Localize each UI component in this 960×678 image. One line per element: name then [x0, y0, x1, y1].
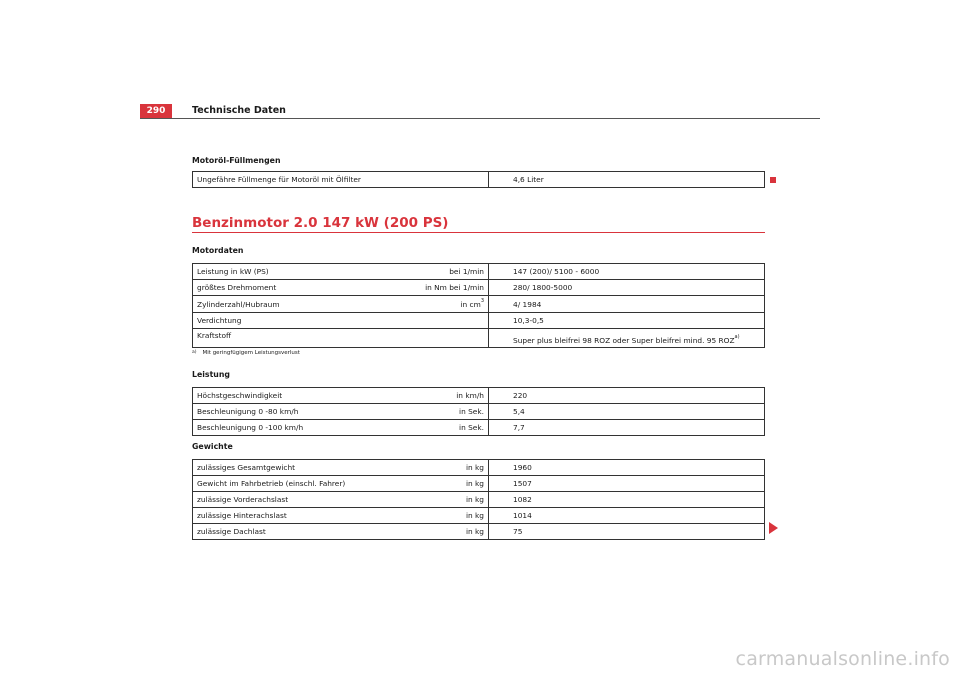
spec-value: 10,3-0,5 — [489, 313, 765, 329]
weights-table — [192, 459, 765, 540]
spec-label: zulässige Vorderachslast — [193, 492, 383, 508]
header-rule — [140, 118, 820, 119]
table-row — [193, 264, 765, 280]
spec-value: 4/ 1984 — [489, 296, 765, 313]
table-row — [193, 460, 765, 476]
spec-value: 75 — [489, 524, 765, 540]
watermark: carmanualsonline.info — [735, 648, 950, 670]
spec-value: 1507 — [489, 476, 765, 492]
spec-value: 1960 — [489, 460, 765, 476]
spec-label: zulässige Dachlast — [193, 524, 383, 540]
spec-unit: in kg — [383, 492, 489, 508]
running-title: Technische Daten — [192, 105, 286, 116]
performance-table — [192, 387, 765, 436]
table-row — [193, 172, 765, 188]
continue-arrow-icon — [769, 522, 778, 534]
spec-value: 1014 — [489, 508, 765, 524]
spec-unit: in kg — [383, 460, 489, 476]
spec-unit: in Sek. — [383, 404, 489, 420]
spec-label: Beschleunigung 0 -80 km/h — [193, 404, 383, 420]
spec-label: Kraftstoff — [193, 329, 383, 348]
performance-heading: Leistung — [192, 370, 230, 379]
spec-unit: in Nm bei 1/min — [383, 280, 489, 296]
engine-heading: Motordaten — [192, 246, 244, 255]
page-number: 290 — [140, 104, 172, 118]
spec-label: zulässiges Gesamtgewicht — [193, 460, 383, 476]
spec-unit — [383, 296, 489, 313]
table-row — [193, 524, 765, 540]
spec-label: Verdichtung — [193, 313, 383, 329]
spec-value — [489, 329, 765, 348]
footnote-text: Mit geringfügigem Leistungsverlust — [202, 350, 300, 356]
footnote-mark: a) — [192, 350, 197, 355]
table-row — [193, 404, 765, 420]
spec-unit: in kg — [383, 524, 489, 540]
table-row — [193, 280, 765, 296]
spec-unit: in Sek. — [383, 420, 489, 436]
section-end-marker — [770, 177, 776, 183]
spec-unit: in kg — [383, 476, 489, 492]
table-row — [193, 329, 765, 348]
unit-superscript: 3 — [480, 297, 484, 304]
oil-table — [192, 171, 765, 188]
spec-value: 280/ 1800-5000 — [489, 280, 765, 296]
section-title: Benzinmotor 2.0 147 kW (200 PS) — [192, 215, 449, 231]
table-row — [193, 296, 765, 313]
spec-label: Beschleunigung 0 -100 km/h — [193, 420, 383, 436]
spec-value: 1082 — [489, 492, 765, 508]
spec-unit: in kg — [383, 508, 489, 524]
spec-value: 220 — [489, 388, 765, 404]
engine-table — [192, 263, 765, 348]
spec-unit — [383, 313, 489, 329]
spec-unit — [383, 329, 489, 348]
spec-label: Ungefähre Füllmenge für Motoröl mit Ölfilter — [193, 172, 383, 188]
spec-label: größtes Drehmoment — [193, 280, 383, 296]
weights-heading: Gewichte — [192, 442, 233, 451]
spec-label: Höchstgeschwindigkeit — [193, 388, 383, 404]
table-row — [193, 313, 765, 329]
table-row — [193, 476, 765, 492]
section-rule — [192, 232, 765, 233]
spec-label: Zylinderzahl/Hubraum — [193, 296, 383, 313]
footnote-reference: a) — [734, 334, 740, 340]
table-row — [193, 492, 765, 508]
spec-value: 5,4 — [489, 404, 765, 420]
spec-label: Gewicht im Fahrbetrieb (einschl. Fahrer) — [193, 476, 383, 492]
spec-unit — [383, 172, 489, 188]
unit-text: in cm — [460, 299, 481, 309]
spec-value: 4,6 Liter — [489, 172, 765, 188]
spec-value: 7,7 — [489, 420, 765, 436]
spec-unit: in km/h — [383, 388, 489, 404]
table-row — [193, 388, 765, 404]
spec-unit: bei 1/min — [383, 264, 489, 280]
table-row — [193, 508, 765, 524]
footnote — [192, 350, 300, 356]
table-row — [193, 420, 765, 436]
spec-label: Leistung in kW (PS) — [193, 264, 383, 280]
spec-label: zulässige Hinterachslast — [193, 508, 383, 524]
value-text: Super plus bleifrei 98 ROZ oder Super bleifrei mind. 95 ROZ — [513, 336, 735, 345]
oil-heading: Motoröl-Füllmengen — [192, 156, 281, 165]
spec-value: 147 (200)/ 5100 - 6000 — [489, 264, 765, 280]
